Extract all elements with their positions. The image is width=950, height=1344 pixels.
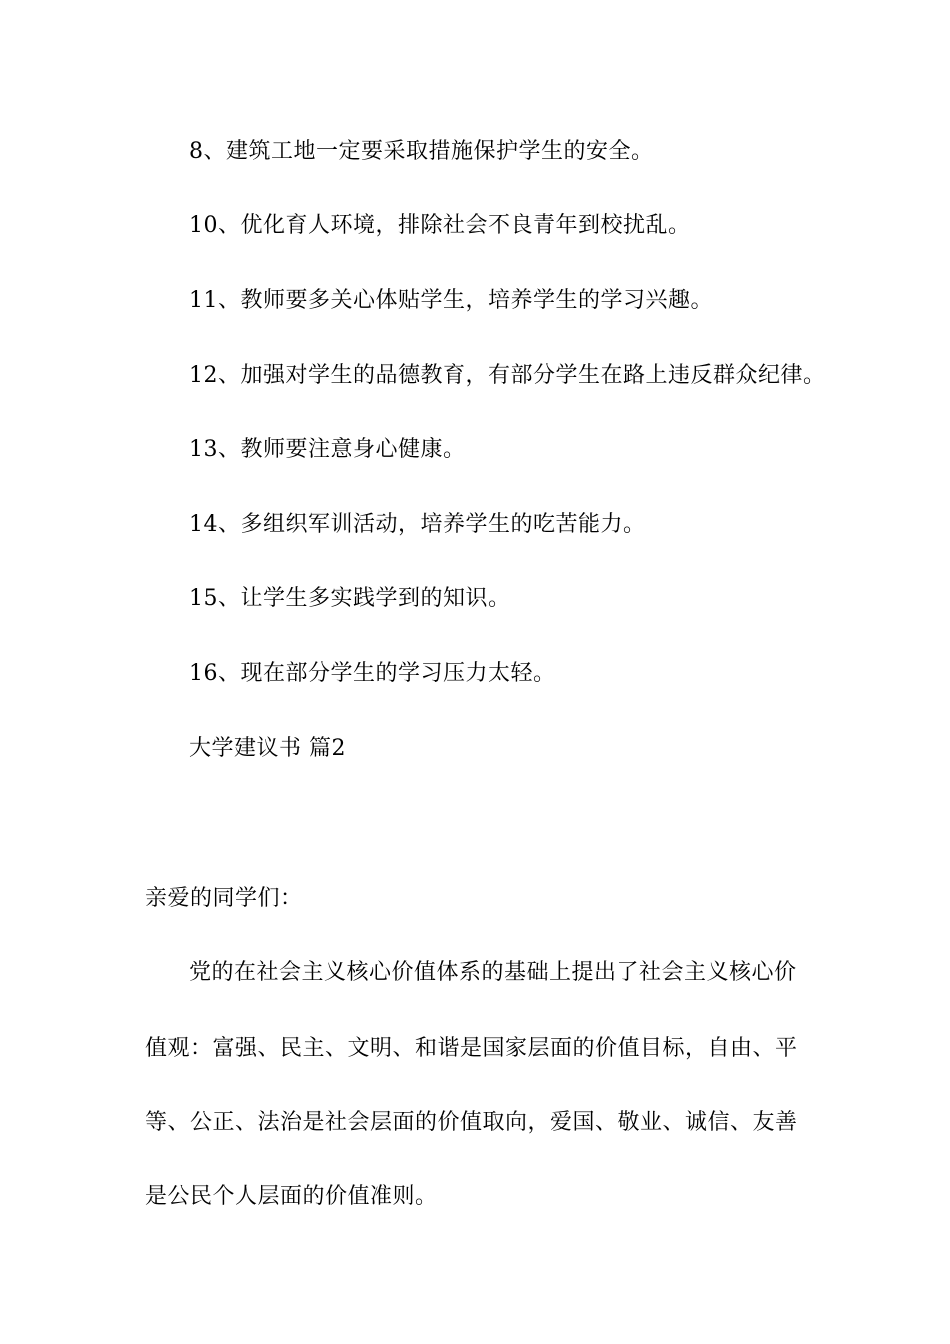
list-item: 13、教师要注意身心健康。 <box>189 437 466 462</box>
list-item: 11、教师要多关心体贴学生，培养学生的学习兴趣。 <box>189 288 713 313</box>
paragraph-line: 是公民个人层面的价值准则。 <box>145 1184 438 1209</box>
list-item: 12、加强对学生的品德教育，有部分学生在路上违反群众纪律。 <box>189 363 826 388</box>
section-heading: 大学建议书 篇2 <box>189 736 346 761</box>
paragraph-line: 党的在社会主义核心价值体系的基础上提出了社会主义核心价 <box>189 960 797 985</box>
list-item: 8、建筑工地一定要采取措施保护学生的安全。 <box>189 139 654 164</box>
list-item: 14、多组织军训活动，培养学生的吃苦能力。 <box>189 512 646 537</box>
list-item: 10、优化育人环境，排除社会不良青年到校扰乱。 <box>189 213 691 238</box>
salutation: 亲爱的同学们： <box>145 886 303 911</box>
list-item: 16、现在部分学生的学习压力太轻。 <box>189 661 556 686</box>
list-item: 15、让学生多实践学到的知识。 <box>189 586 511 611</box>
paragraph-line: 值观：富强、民主、文明、和谐是国家层面的价值目标，自由、平 <box>145 1036 798 1061</box>
paragraph-line: 等、公正、法治是社会层面的价值取向，爱国、敬业、诚信、友善 <box>145 1110 798 1135</box>
